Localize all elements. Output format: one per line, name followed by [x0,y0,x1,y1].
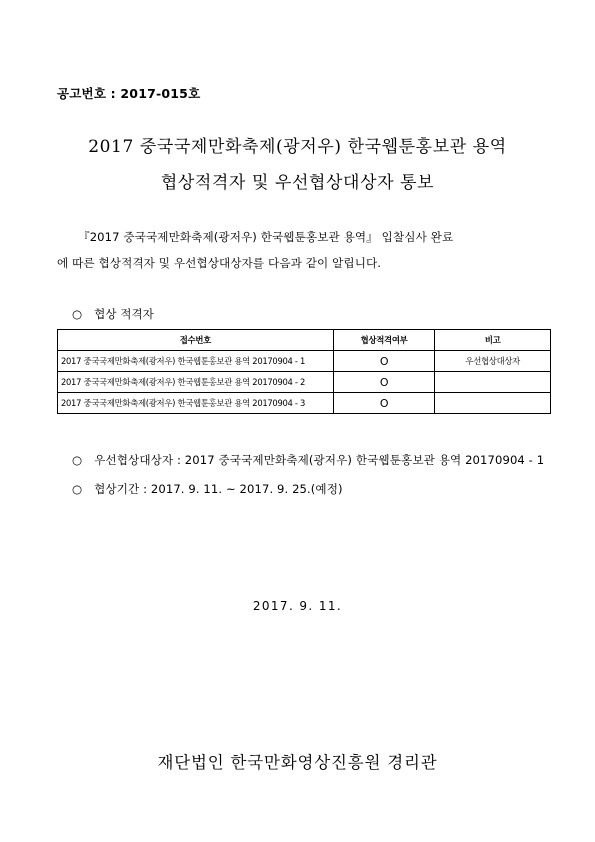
column-header-remarks: 비고 [435,330,551,351]
column-header-receipt-number: 접수번호 [58,330,334,351]
eligibility-table [57,329,551,414]
receipt-number-cell: 2017 중국국제만화축제(광저우) 한국웹툰홍보관 용역 20170904 - 2 [58,372,334,393]
table-row [58,393,551,414]
receipt-number-cell: 2017 중국국제만화축제(광저우) 한국웹툰홍보관 용역 20170904 - 1 [58,351,334,372]
document-title-line-2: 협상적격자 및 우선협상대상자 통보 [160,173,435,193]
priority-negotiator-text: 우선협상대상자 : 2017 중국국제만화축제(광저우) 한국웹툰홍보관 용역 20170904 - 1 [94,453,545,467]
body-paragraph-line-1: 『2017 중국국제만화축제(광저우) 한국웹툰홍보관 용역』 입찰심사 완료 [78,230,454,244]
circle-bullet-icon: ○ [72,482,83,496]
issuer-name: 재단법인 한국만화영상진흥원 경리관 [157,753,438,772]
negotiation-period-line [72,481,343,497]
document-title-line-1: 2017 중국국제만화축제(광저우) 한국웹툰홍보관 용역 [88,137,507,157]
section-heading-eligible [72,306,154,322]
circle-bullet-icon: ○ [72,307,83,321]
receipt-number-cell: 2017 중국국제만화축제(광저우) 한국웹툰홍보관 용역 20170904 - 3 [58,393,334,414]
notice-number: 공고번호 : 2017-015호 [57,86,201,101]
body-paragraph-line-2: 에 따른 협상적격자 및 우선협상대상자를 다음과 같이 알립니다. [57,256,382,270]
eligibility-cell: O [333,372,435,393]
issue-date: 2017. 9. 11. [252,599,343,613]
priority-negotiator-line [72,452,544,468]
section-heading-label: 협상 적격자 [94,307,154,321]
remarks-cell [435,393,551,414]
table-row [58,351,551,372]
column-header-eligibility: 협상적격여부 [333,330,435,351]
remarks-cell [435,372,551,393]
circle-bullet-icon: ○ [72,453,83,467]
table-header-row [58,330,551,351]
negotiation-period-text: 협상기간 : 2017. 9. 11. ~ 2017. 9. 25.(예정) [94,482,343,496]
remarks-cell: 우선협상대상자 [435,351,551,372]
table-row [58,372,551,393]
eligibility-cell: O [333,393,435,414]
eligibility-cell: O [333,351,435,372]
